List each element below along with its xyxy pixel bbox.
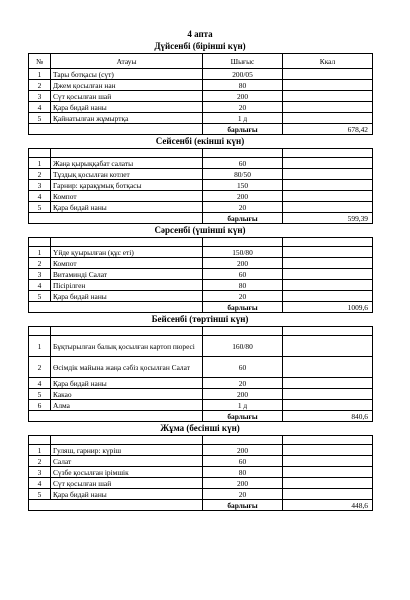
dish-output: 160/80 bbox=[203, 336, 283, 357]
dish-kcal bbox=[283, 336, 373, 357]
menu-page bbox=[28, 28, 372, 511]
total-empty-cell bbox=[29, 302, 51, 313]
dish-name: Пісірілген bbox=[51, 280, 203, 291]
spacer-cell bbox=[29, 327, 51, 336]
row-number: 4 bbox=[29, 191, 51, 202]
spacer-cell bbox=[51, 149, 203, 158]
spacer-cell bbox=[51, 238, 203, 247]
total-empty-cell bbox=[51, 124, 203, 135]
total-empty-cell bbox=[29, 124, 51, 135]
row-number: 5 bbox=[29, 202, 51, 213]
dish-kcal bbox=[283, 113, 373, 124]
total-label: барлығы bbox=[203, 124, 283, 135]
table-row bbox=[29, 158, 373, 169]
table-row bbox=[29, 258, 373, 269]
row-number: 4 bbox=[29, 378, 51, 389]
total-label: барлығы bbox=[203, 411, 283, 422]
dish-kcal bbox=[283, 456, 373, 467]
spacer-cell bbox=[283, 149, 373, 158]
table-row bbox=[29, 69, 373, 80]
dish-output: 200/05 bbox=[203, 69, 283, 80]
dish-kcal bbox=[283, 169, 373, 180]
row-number: 1 bbox=[29, 158, 51, 169]
table-row bbox=[29, 489, 373, 500]
dish-name: Сүт қосылған шай bbox=[51, 91, 203, 102]
dish-kcal bbox=[283, 467, 373, 478]
spacer-cell bbox=[203, 327, 283, 336]
row-number: 5 bbox=[29, 113, 51, 124]
dish-kcal bbox=[283, 102, 373, 113]
dish-output: 20 bbox=[203, 489, 283, 500]
dish-output: 200 bbox=[203, 258, 283, 269]
dish-output: 80 bbox=[203, 280, 283, 291]
table-row bbox=[29, 280, 373, 291]
total-label: барлығы bbox=[203, 302, 283, 313]
dish-kcal bbox=[283, 291, 373, 302]
total-row bbox=[29, 411, 373, 422]
table-spacer-row bbox=[29, 436, 373, 445]
table-row bbox=[29, 357, 373, 378]
total-value: 678,42 bbox=[283, 124, 373, 135]
dish-kcal bbox=[283, 280, 373, 291]
dish-name: Джем қосылған нан bbox=[51, 80, 203, 91]
total-value: 599,39 bbox=[283, 213, 373, 224]
dish-name: Өсімдік майына жаңа сәбіз қосылған Салат bbox=[51, 357, 203, 378]
row-number: 2 bbox=[29, 357, 51, 378]
dish-kcal bbox=[283, 378, 373, 389]
dish-name: Витаминді Салат bbox=[51, 269, 203, 280]
row-number: 2 bbox=[29, 456, 51, 467]
week-title: 4 апта bbox=[187, 29, 213, 39]
dish-name: Қара бидай наны bbox=[51, 102, 203, 113]
spacer-cell bbox=[203, 238, 283, 247]
table-spacer-row bbox=[29, 238, 373, 247]
table-row bbox=[29, 389, 373, 400]
total-row bbox=[29, 213, 373, 224]
spacer-cell bbox=[51, 327, 203, 336]
day-title: Сейсенбі (екінші күн) bbox=[155, 136, 245, 146]
dish-name: Қара бидай наны bbox=[51, 291, 203, 302]
row-number: 5 bbox=[29, 291, 51, 302]
dish-output: 200 bbox=[203, 389, 283, 400]
dish-kcal bbox=[283, 389, 373, 400]
dish-output: 200 bbox=[203, 91, 283, 102]
dish-name: Алма bbox=[51, 400, 203, 411]
total-empty-cell bbox=[51, 302, 203, 313]
spacer-cell bbox=[51, 436, 203, 445]
dish-name: Қайнатылған жұмыртқа bbox=[51, 113, 203, 124]
dish-output: 20 bbox=[203, 291, 283, 302]
table-row bbox=[29, 378, 373, 389]
total-row bbox=[29, 302, 373, 313]
row-number: 4 bbox=[29, 102, 51, 113]
table-row bbox=[29, 91, 373, 102]
spacer-cell bbox=[283, 436, 373, 445]
spacer-cell bbox=[283, 238, 373, 247]
total-value: 1009,6 bbox=[283, 302, 373, 313]
header-kcal: Ккал bbox=[283, 54, 373, 69]
total-label: барлығы bbox=[203, 500, 283, 511]
dish-output: 80 bbox=[203, 80, 283, 91]
table-row bbox=[29, 269, 373, 280]
day-title: Жұма (бесінші күн) bbox=[160, 423, 240, 433]
row-number: 1 bbox=[29, 445, 51, 456]
day-title: Сәрсенбі (үшінші күн) bbox=[154, 225, 246, 235]
row-number: 2 bbox=[29, 258, 51, 269]
dish-name: Жаңа қырыққабат салаты bbox=[51, 158, 203, 169]
row-number: 2 bbox=[29, 169, 51, 180]
total-value: 840,6 bbox=[283, 411, 373, 422]
table-row bbox=[29, 113, 373, 124]
table-row bbox=[29, 400, 373, 411]
header-output: Шығыс bbox=[203, 54, 283, 69]
dish-kcal bbox=[283, 489, 373, 500]
dish-output: 20 bbox=[203, 378, 283, 389]
dish-kcal bbox=[283, 400, 373, 411]
dish-name: Какао bbox=[51, 389, 203, 400]
dish-kcal bbox=[283, 80, 373, 91]
row-number: 6 bbox=[29, 400, 51, 411]
dish-kcal bbox=[283, 180, 373, 191]
table-row bbox=[29, 169, 373, 180]
dish-name: Қара бидай наны bbox=[51, 489, 203, 500]
dish-name: Салат bbox=[51, 456, 203, 467]
total-empty-cell bbox=[51, 500, 203, 511]
total-empty-cell bbox=[51, 213, 203, 224]
header-no: № bbox=[29, 54, 51, 69]
dish-name: Сүзбе қосылған ірімшік bbox=[51, 467, 203, 478]
total-label: барлығы bbox=[203, 213, 283, 224]
spacer-cell bbox=[29, 436, 51, 445]
dish-kcal bbox=[283, 69, 373, 80]
row-number: 4 bbox=[29, 478, 51, 489]
dish-output: 200 bbox=[203, 478, 283, 489]
row-number: 1 bbox=[29, 69, 51, 80]
menu-table bbox=[28, 435, 373, 511]
total-empty-cell bbox=[29, 213, 51, 224]
table-header-row bbox=[29, 54, 373, 69]
dish-name: Компот bbox=[51, 191, 203, 202]
spacer-cell bbox=[29, 238, 51, 247]
dish-name: Тұздық қосылған котлет bbox=[51, 169, 203, 180]
dish-name: Гуляш, гарнир: күріш bbox=[51, 445, 203, 456]
dish-output: 60 bbox=[203, 269, 283, 280]
row-number: 3 bbox=[29, 269, 51, 280]
table-row bbox=[29, 291, 373, 302]
row-number: 1 bbox=[29, 336, 51, 357]
spacer-cell bbox=[283, 327, 373, 336]
row-number: 3 bbox=[29, 91, 51, 102]
table-row bbox=[29, 202, 373, 213]
dish-kcal bbox=[283, 478, 373, 489]
dish-output: 80 bbox=[203, 467, 283, 478]
spacer-cell bbox=[203, 149, 283, 158]
table-row bbox=[29, 191, 373, 202]
dish-output: 60 bbox=[203, 158, 283, 169]
total-row bbox=[29, 124, 373, 135]
dish-output: 60 bbox=[203, 357, 283, 378]
dish-output: 150/80 bbox=[203, 247, 283, 258]
dish-name: Компот bbox=[51, 258, 203, 269]
day-title: Бейсенбі (төртінші күн) bbox=[151, 314, 249, 324]
row-number: 2 bbox=[29, 80, 51, 91]
row-number: 5 bbox=[29, 389, 51, 400]
menu-table bbox=[28, 326, 373, 422]
table-row bbox=[29, 180, 373, 191]
row-number: 3 bbox=[29, 467, 51, 478]
menu-table bbox=[28, 148, 373, 224]
dish-name: Гарнир: қарақұмық ботқасы bbox=[51, 180, 203, 191]
table-row bbox=[29, 336, 373, 357]
spacer-cell bbox=[29, 149, 51, 158]
row-number: 4 bbox=[29, 280, 51, 291]
table-spacer-row bbox=[29, 149, 373, 158]
table-row bbox=[29, 456, 373, 467]
table-row bbox=[29, 102, 373, 113]
dish-kcal bbox=[283, 445, 373, 456]
dish-name: Қара бидай наны bbox=[51, 202, 203, 213]
dish-kcal bbox=[283, 258, 373, 269]
dish-output: 20 bbox=[203, 202, 283, 213]
days-container bbox=[28, 40, 372, 511]
table-row bbox=[29, 247, 373, 258]
dish-output: 200 bbox=[203, 191, 283, 202]
total-empty-cell bbox=[51, 411, 203, 422]
menu-table bbox=[28, 237, 373, 313]
dish-kcal bbox=[283, 247, 373, 258]
dish-name: Бұқтырылған балық қосылған картоп пюресі bbox=[51, 336, 203, 357]
table-row bbox=[29, 467, 373, 478]
dish-output: 1 д bbox=[203, 113, 283, 124]
total-row bbox=[29, 500, 373, 511]
dish-output: 200 bbox=[203, 445, 283, 456]
dish-kcal bbox=[283, 269, 373, 280]
row-number: 3 bbox=[29, 180, 51, 191]
row-number: 5 bbox=[29, 489, 51, 500]
dish-kcal bbox=[283, 357, 373, 378]
dish-output: 80/50 bbox=[203, 169, 283, 180]
table-spacer-row bbox=[29, 327, 373, 336]
dish-name: Сүт қосылған шай bbox=[51, 478, 203, 489]
dish-name: Үйде қуырылған (құс еті) bbox=[51, 247, 203, 258]
dish-output: 20 bbox=[203, 102, 283, 113]
row-number: 1 bbox=[29, 247, 51, 258]
spacer-cell bbox=[203, 436, 283, 445]
header-name: Атауы bbox=[51, 54, 203, 69]
table-row bbox=[29, 80, 373, 91]
dish-kcal bbox=[283, 191, 373, 202]
dish-kcal bbox=[283, 91, 373, 102]
dish-output: 60 bbox=[203, 456, 283, 467]
dish-kcal bbox=[283, 158, 373, 169]
day-title: Дүйсенбі (бірінші күн) bbox=[154, 41, 246, 51]
menu-table bbox=[28, 53, 373, 135]
total-value: 448,6 bbox=[283, 500, 373, 511]
table-row bbox=[29, 478, 373, 489]
dish-output: 1 д bbox=[203, 400, 283, 411]
dish-name: Қара бидай наны bbox=[51, 378, 203, 389]
dish-kcal bbox=[283, 202, 373, 213]
total-empty-cell bbox=[29, 411, 51, 422]
dish-name: Тары ботқасы (сүт) bbox=[51, 69, 203, 80]
table-row bbox=[29, 445, 373, 456]
total-empty-cell bbox=[29, 500, 51, 511]
dish-output: 150 bbox=[203, 180, 283, 191]
